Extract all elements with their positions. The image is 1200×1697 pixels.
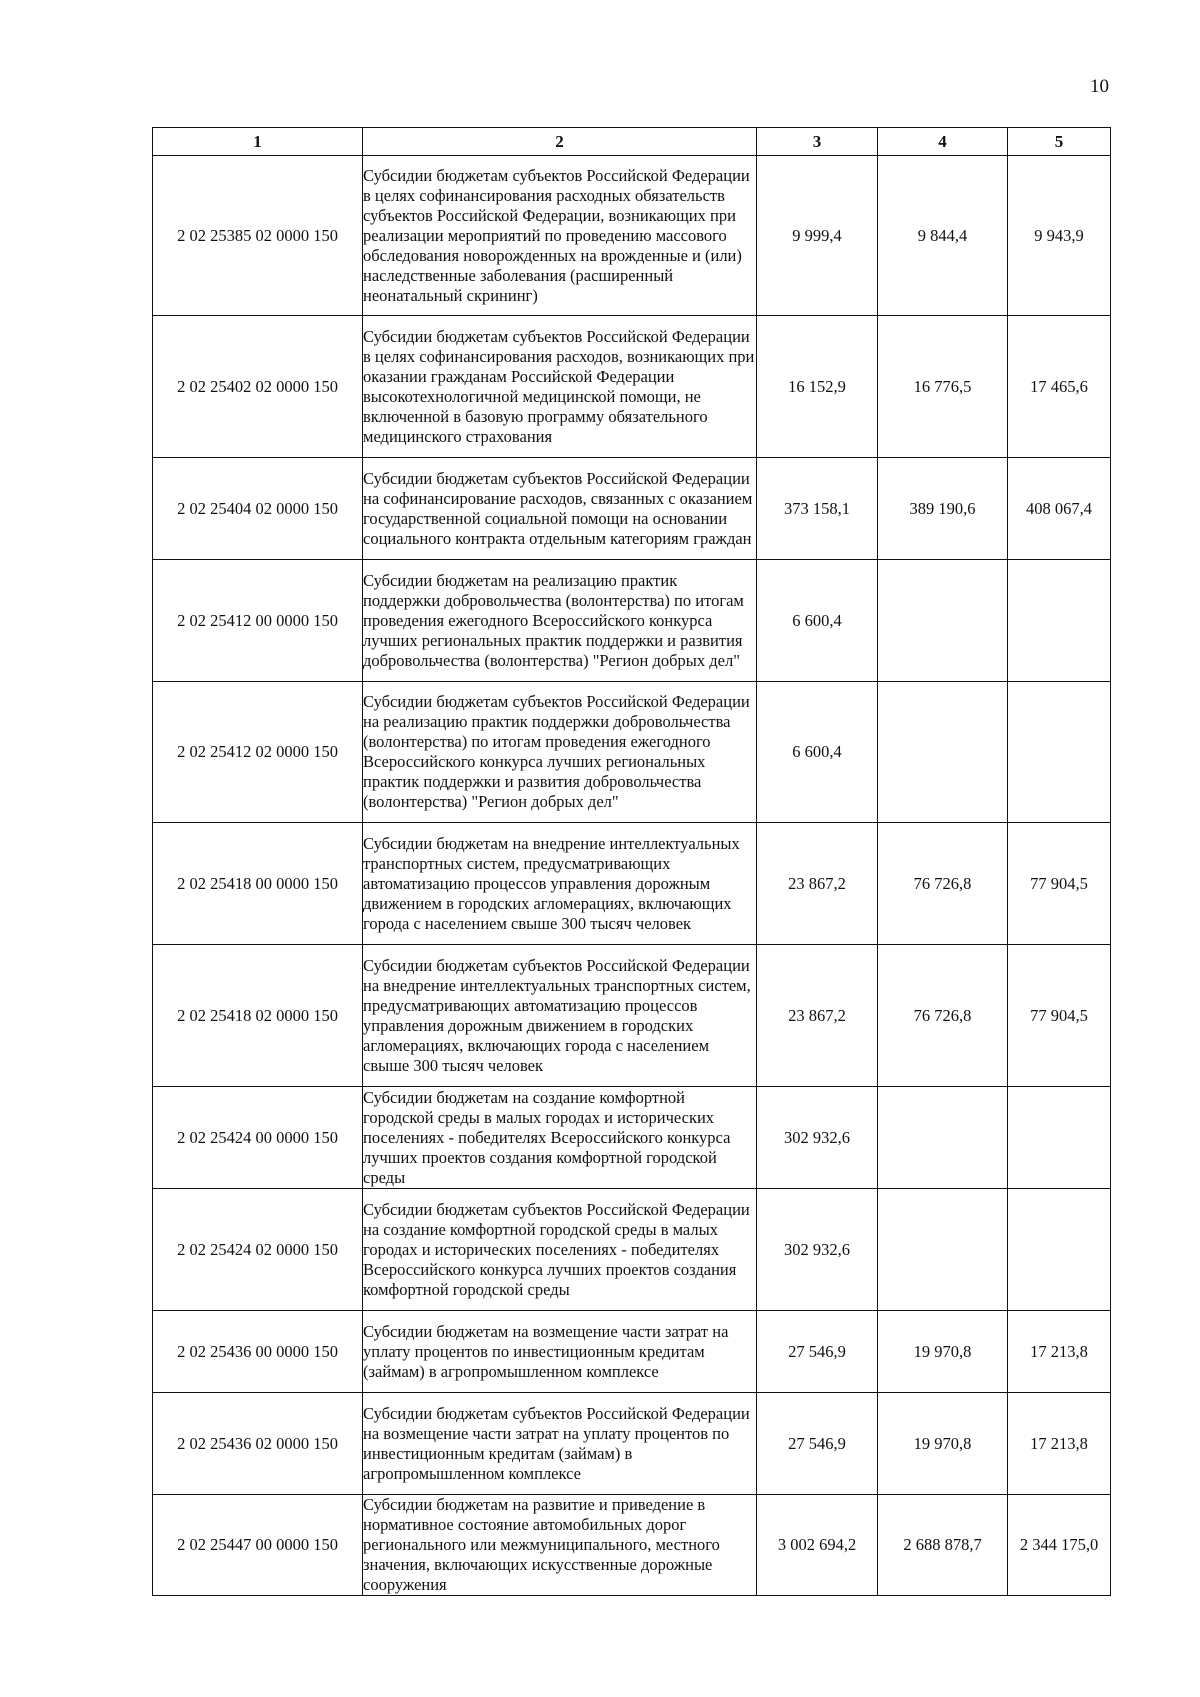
description: Субсидии бюджетам на развитие и приведение в нормативное состояние автомобильных дорог регионального или межмуниципального, местного значения, включающих искусственные дорожные сооружения <box>363 1495 757 1596</box>
budget-code: 2 02 25447 00 0000 150 <box>153 1495 363 1596</box>
table-row <box>153 945 1111 1087</box>
value-col5: 408 067,4 <box>1008 458 1111 560</box>
description: Субсидии бюджетам субъектов Российской Федерации в целях софинансирования расходов, возникающих при оказании гражданам Российской Федерации высокотехнологичной медицинской помощи, не включенной в базовую программу обязательного медицинского страхования <box>363 316 757 458</box>
value-col4 <box>878 682 1008 823</box>
page-number: 10 <box>1090 76 1109 97</box>
table-row <box>153 156 1111 316</box>
value-col3: 27 546,9 <box>757 1393 878 1495</box>
value-col4: 9 844,4 <box>878 156 1008 316</box>
value-col4: 2 688 878,7 <box>878 1495 1008 1596</box>
description: Субсидии бюджетам субъектов Российской Федерации на реализацию практик поддержки добровольчества (волонтерства) по итогам проведения ежегодного Всероссийского конкурса лучших региональных практик поддержки и развития добровольчества (волонтерства) "Регион добрых дел" <box>363 682 757 823</box>
table-row <box>153 316 1111 458</box>
value-col3: 6 600,4 <box>757 560 878 682</box>
budget-code: 2 02 25402 02 0000 150 <box>153 316 363 458</box>
value-col4 <box>878 1189 1008 1311</box>
value-col4 <box>878 560 1008 682</box>
table-row <box>153 823 1111 945</box>
description: Субсидии бюджетам на создание комфортной городской среды в малых городах и исторических поселениях - победителях Всероссийского конкурса лучших проектов создания комфортной городской среды <box>363 1087 757 1189</box>
budget-code: 2 02 25436 00 0000 150 <box>153 1311 363 1393</box>
budget-code: 2 02 25385 02 0000 150 <box>153 156 363 316</box>
value-col5: 17 465,6 <box>1008 316 1111 458</box>
value-col3: 23 867,2 <box>757 945 878 1087</box>
value-col5: 9 943,9 <box>1008 156 1111 316</box>
description: Субсидии бюджетам субъектов Российской Федерации на создание комфортной городской среды в малых городах и исторических поселениях - победителях Всероссийского конкурса лучших проектов создания комфортной городской среды <box>363 1189 757 1311</box>
description: Субсидии бюджетам на возмещение части затрат на уплату процентов по инвестиционным кредитам (займам) в агропромышленном комплексе <box>363 1311 757 1393</box>
value-col5 <box>1008 1189 1111 1311</box>
value-col3: 6 600,4 <box>757 682 878 823</box>
column-header-2: 2 <box>363 128 757 156</box>
value-col4: 19 970,8 <box>878 1393 1008 1495</box>
budget-code: 2 02 25412 02 0000 150 <box>153 682 363 823</box>
column-header-5: 5 <box>1008 128 1111 156</box>
column-header-4: 4 <box>878 128 1008 156</box>
value-col3: 27 546,9 <box>757 1311 878 1393</box>
column-header-1: 1 <box>153 128 363 156</box>
value-col4: 16 776,5 <box>878 316 1008 458</box>
table-row <box>153 682 1111 823</box>
description: Субсидии бюджетам на внедрение интеллектуальных транспортных систем, предусматривающих автоматизацию процессов управления дорожным движением в городских агломерациях, включающих города с населением свыше 300 тысяч человек <box>363 823 757 945</box>
table-row <box>153 1189 1111 1311</box>
value-col4: 76 726,8 <box>878 945 1008 1087</box>
column-header-3: 3 <box>757 128 878 156</box>
value-col5: 77 904,5 <box>1008 823 1111 945</box>
budget-code: 2 02 25424 00 0000 150 <box>153 1087 363 1189</box>
table-row <box>153 560 1111 682</box>
description: Субсидии бюджетам субъектов Российской Федерации в целях софинансирования расходных обязательств субъектов Российской Федерации, возникающих при реализации мероприятий по проведению массового обследования новорожденных на врожденные и (или) наследственные заболевания (расширенный неонатальный скрининг) <box>363 156 757 316</box>
value-col3: 16 152,9 <box>757 316 878 458</box>
value-col3: 302 932,6 <box>757 1087 878 1189</box>
budget-code: 2 02 25404 02 0000 150 <box>153 458 363 560</box>
description: Субсидии бюджетам субъектов Российской Федерации на возмещение части затрат на уплату процентов по инвестиционным кредитам (займам) в агропромышленном комплексе <box>363 1393 757 1495</box>
value-col4 <box>878 1087 1008 1189</box>
value-col5: 77 904,5 <box>1008 945 1111 1087</box>
value-col4: 19 970,8 <box>878 1311 1008 1393</box>
budget-table <box>152 127 1111 1596</box>
description: Субсидии бюджетам субъектов Российской Федерации на софинансирование расходов, связанных с оказанием государственной социальной помощи на основании социального контракта отдельным категориям граждан <box>363 458 757 560</box>
value-col3: 9 999,4 <box>757 156 878 316</box>
budget-code: 2 02 25424 02 0000 150 <box>153 1189 363 1311</box>
value-col3: 373 158,1 <box>757 458 878 560</box>
budget-code: 2 02 25412 00 0000 150 <box>153 560 363 682</box>
table-row <box>153 1311 1111 1393</box>
budget-code: 2 02 25418 02 0000 150 <box>153 945 363 1087</box>
table-row <box>153 1087 1111 1189</box>
budget-code: 2 02 25418 00 0000 150 <box>153 823 363 945</box>
table-row <box>153 458 1111 560</box>
value-col3: 3 002 694,2 <box>757 1495 878 1596</box>
value-col5 <box>1008 682 1111 823</box>
budget-code: 2 02 25436 02 0000 150 <box>153 1393 363 1495</box>
value-col3: 23 867,2 <box>757 823 878 945</box>
header-row <box>153 128 1111 156</box>
description: Субсидии бюджетам на реализацию практик поддержки добровольчества (волонтерства) по итогам проведения ежегодного Всероссийского конкурса лучших региональных практик поддержки и развития добровольчества (волонтерства) "Регион добрых дел" <box>363 560 757 682</box>
value-col3: 302 932,6 <box>757 1189 878 1311</box>
value-col5: 2 344 175,0 <box>1008 1495 1111 1596</box>
value-col5: 17 213,8 <box>1008 1311 1111 1393</box>
value-col4: 76 726,8 <box>878 823 1008 945</box>
value-col5 <box>1008 1087 1111 1189</box>
table-row <box>153 1393 1111 1495</box>
table-row <box>153 1495 1111 1596</box>
value-col5 <box>1008 560 1111 682</box>
value-col5: 17 213,8 <box>1008 1393 1111 1495</box>
value-col4: 389 190,6 <box>878 458 1008 560</box>
description: Субсидии бюджетам субъектов Российской Федерации на внедрение интеллектуальных транспортных систем, предусматривающих автоматизацию процессов управления дорожным движением в городских агломерациях, включающих города с населением свыше 300 тысяч человек <box>363 945 757 1087</box>
